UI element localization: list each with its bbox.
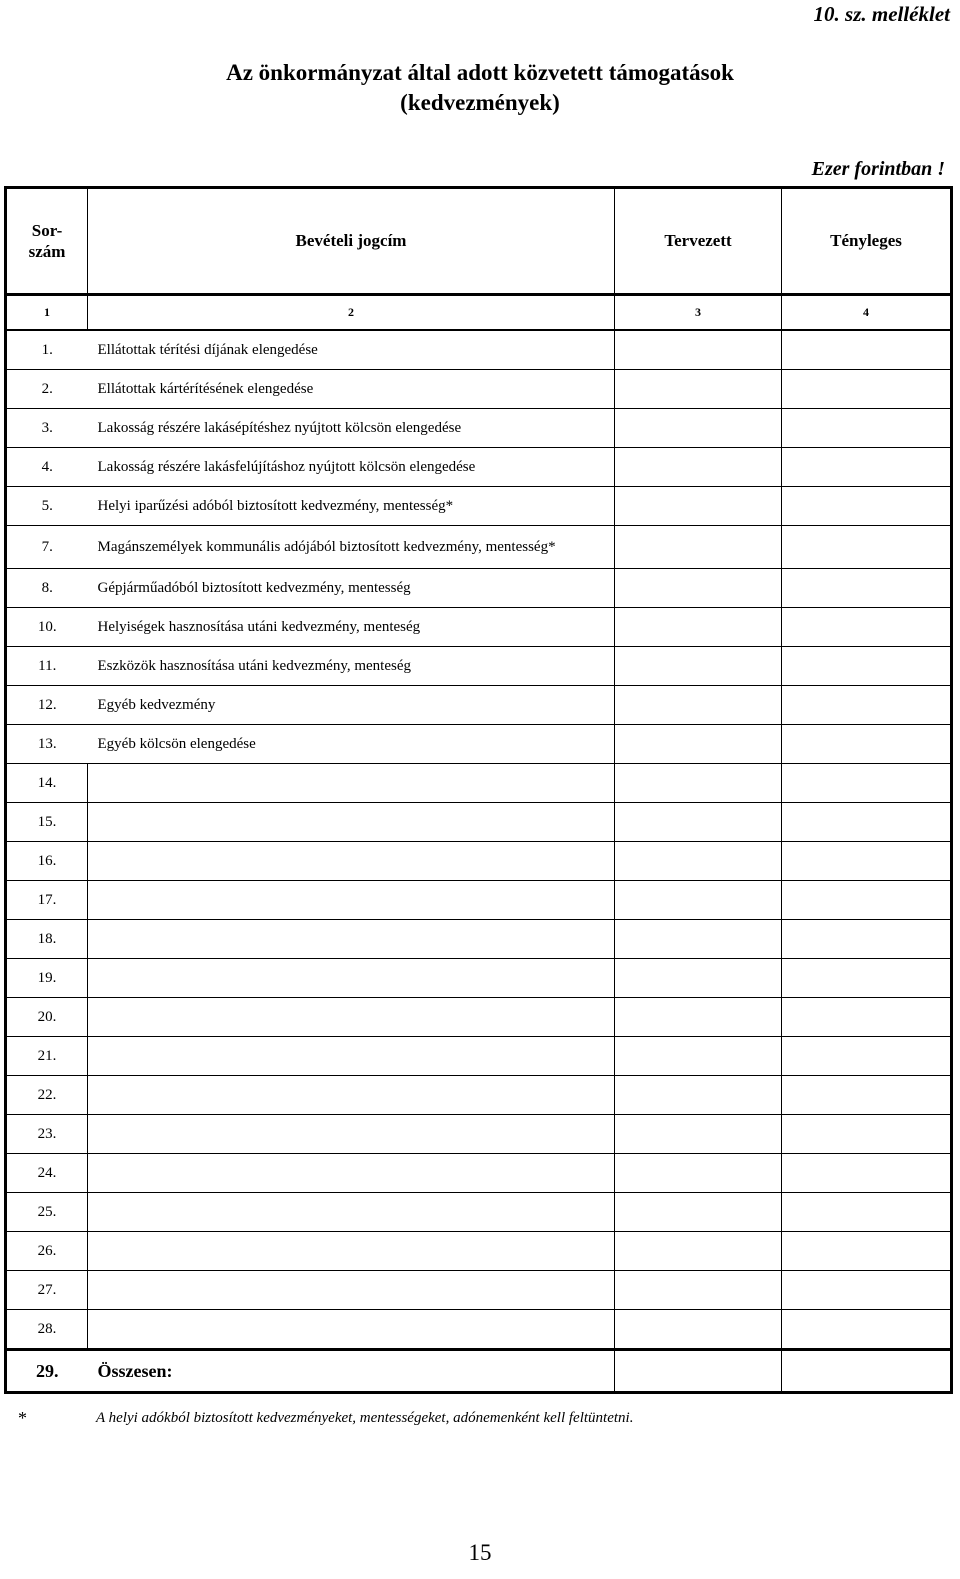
table-row: [6, 1037, 952, 1076]
row-planned-value: [615, 764, 782, 803]
row-revenue-title: Lakosság részére lakásépítéshez nyújtott kölcsön elengedése: [88, 409, 615, 448]
row-actual-value: [782, 959, 952, 998]
row-actual-value: [782, 1154, 952, 1193]
row-planned-value: [615, 1115, 782, 1154]
row-serial-number: 25.: [6, 1193, 88, 1232]
row-revenue-title: [88, 1193, 615, 1232]
column-number: 4: [782, 295, 952, 331]
title-line-2: (kedvezmények): [400, 90, 560, 115]
row-actual-value: [782, 1115, 952, 1154]
total-actual-value: [782, 1350, 952, 1393]
row-serial-number: 15.: [6, 803, 88, 842]
table-row: [6, 526, 952, 569]
table-row: [6, 959, 952, 998]
row-planned-value: [615, 409, 782, 448]
row-serial-number: 3.: [6, 409, 88, 448]
row-planned-value: [615, 725, 782, 764]
row-revenue-title: [88, 1037, 615, 1076]
support-table: [4, 186, 953, 1394]
row-serial-number: 14.: [6, 764, 88, 803]
row-actual-value: [782, 409, 952, 448]
header-serial-number: Sor- szám: [6, 188, 88, 295]
row-revenue-title: [88, 1310, 615, 1350]
row-serial-number: 5.: [6, 487, 88, 526]
row-serial-number: 18.: [6, 920, 88, 959]
row-planned-value: [615, 803, 782, 842]
row-revenue-title: [88, 1076, 615, 1115]
row-planned-value: [615, 448, 782, 487]
table-row: [6, 1271, 952, 1310]
row-planned-value: [615, 330, 782, 370]
row-actual-value: [782, 725, 952, 764]
row-revenue-title: [88, 998, 615, 1037]
row-revenue-title: [88, 881, 615, 920]
title-line-1: Az önkormányzat által adott közvetett támogatások: [226, 60, 734, 85]
row-planned-value: [615, 1310, 782, 1350]
header-planned: Tervezett: [615, 188, 782, 295]
row-serial-number: 23.: [6, 1115, 88, 1154]
row-revenue-title: Lakosság részére lakásfelújításhoz nyújtott kölcsön elengedése: [88, 448, 615, 487]
footnote-star: *: [18, 1408, 27, 1428]
row-actual-value: [782, 998, 952, 1037]
row-serial-number: 8.: [6, 569, 88, 608]
table-row: [6, 1076, 952, 1115]
table-row: [6, 1154, 952, 1193]
table-row: [6, 370, 952, 409]
row-revenue-title: [88, 959, 615, 998]
row-actual-value: [782, 1271, 952, 1310]
table-row: [6, 330, 952, 370]
row-serial-number: 21.: [6, 1037, 88, 1076]
row-revenue-title: Ellátottak térítési díjának elengedése: [88, 330, 615, 370]
row-revenue-title: Ellátottak kártérítésének elengedése: [88, 370, 615, 409]
table-row: [6, 1193, 952, 1232]
row-planned-value: [615, 1154, 782, 1193]
row-planned-value: [615, 1076, 782, 1115]
header-actual: Tényleges: [782, 188, 952, 295]
row-revenue-title: Magánszemélyek kommunális adójából biztosított kedvezmény, mentesség*: [88, 526, 615, 569]
total-serial-number: 29.: [6, 1350, 88, 1393]
row-serial-number: 13.: [6, 725, 88, 764]
row-actual-value: [782, 764, 952, 803]
row-actual-value: [782, 1037, 952, 1076]
table-row: [6, 803, 952, 842]
row-revenue-title: [88, 1154, 615, 1193]
row-revenue-title: Egyéb kedvezmény: [88, 686, 615, 725]
row-serial-number: 17.: [6, 881, 88, 920]
row-planned-value: [615, 608, 782, 647]
table-row: [6, 920, 952, 959]
row-actual-value: [782, 330, 952, 370]
row-serial-number: 28.: [6, 1310, 88, 1350]
table-row: [6, 686, 952, 725]
row-revenue-title: [88, 803, 615, 842]
row-serial-number: 22.: [6, 1076, 88, 1115]
row-planned-value: [615, 647, 782, 686]
row-actual-value: [782, 370, 952, 409]
row-revenue-title: Egyéb kölcsön elengedése: [88, 725, 615, 764]
table-row: [6, 725, 952, 764]
row-serial-number: 2.: [6, 370, 88, 409]
row-actual-value: [782, 920, 952, 959]
row-planned-value: [615, 998, 782, 1037]
row-serial-number: 20.: [6, 998, 88, 1037]
row-serial-number: 7.: [6, 526, 88, 569]
table-row: [6, 1115, 952, 1154]
column-number-row: [6, 295, 952, 331]
total-planned-value: [615, 1350, 782, 1393]
table-row: [6, 608, 952, 647]
row-serial-number: 1.: [6, 330, 88, 370]
row-actual-value: [782, 1310, 952, 1350]
row-planned-value: [615, 959, 782, 998]
row-revenue-title: Helyi iparűzési adóból biztosított kedvezmény, mentesség*: [88, 487, 615, 526]
row-revenue-title: [88, 1271, 615, 1310]
row-serial-number: 16.: [6, 842, 88, 881]
table-row: [6, 487, 952, 526]
row-serial-number: 19.: [6, 959, 88, 998]
row-planned-value: [615, 1037, 782, 1076]
row-planned-value: [615, 370, 782, 409]
table-row: [6, 647, 952, 686]
table-row: [6, 1232, 952, 1271]
row-planned-value: [615, 526, 782, 569]
table-row: [6, 764, 952, 803]
row-actual-value: [782, 526, 952, 569]
header-revenue-title: Bevételi jogcím: [88, 188, 615, 295]
row-revenue-title: [88, 1232, 615, 1271]
row-revenue-title: [88, 764, 615, 803]
table-row: [6, 448, 952, 487]
row-planned-value: [615, 881, 782, 920]
row-serial-number: 27.: [6, 1271, 88, 1310]
total-label: Összesen:: [88, 1350, 615, 1393]
row-planned-value: [615, 842, 782, 881]
row-actual-value: [782, 881, 952, 920]
table-row: [6, 998, 952, 1037]
column-number: 3: [615, 295, 782, 331]
row-actual-value: [782, 1076, 952, 1115]
row-revenue-title: Helyiségek hasznosítása utáni kedvezmény, menteség: [88, 608, 615, 647]
total-row: [6, 1350, 952, 1393]
table-row: [6, 842, 952, 881]
row-serial-number: 11.: [6, 647, 88, 686]
table-row: [6, 1310, 952, 1350]
row-planned-value: [615, 569, 782, 608]
row-serial-number: 26.: [6, 1232, 88, 1271]
row-planned-value: [615, 920, 782, 959]
row-actual-value: [782, 842, 952, 881]
unit-note: Ezer forintban !: [811, 158, 945, 180]
footnote-text: A helyi adókból biztosított kedvezményeket, mentességeket, adónemenként kell feltüntetni.: [96, 1410, 634, 1426]
table-row: [6, 569, 952, 608]
row-planned-value: [615, 686, 782, 725]
row-actual-value: [782, 686, 952, 725]
row-actual-value: [782, 647, 952, 686]
row-planned-value: [615, 1232, 782, 1271]
row-actual-value: [782, 1193, 952, 1232]
header-row: [6, 188, 952, 295]
row-actual-value: [782, 487, 952, 526]
row-revenue-title: [88, 842, 615, 881]
row-actual-value: [782, 803, 952, 842]
row-actual-value: [782, 569, 952, 608]
column-number: 1: [6, 295, 88, 331]
table-row: [6, 409, 952, 448]
table-row: [6, 881, 952, 920]
row-revenue-title: Gépjárműadóból biztosított kedvezmény, mentesség: [88, 569, 615, 608]
row-serial-number: 4.: [6, 448, 88, 487]
annex-label: 10. sz. melléklet: [813, 2, 950, 26]
row-planned-value: [615, 1271, 782, 1310]
row-planned-value: [615, 487, 782, 526]
page-number: 15: [468, 1540, 492, 1565]
page-title: [0, 58, 960, 118]
row-actual-value: [782, 448, 952, 487]
row-serial-number: 12.: [6, 686, 88, 725]
row-revenue-title: [88, 1115, 615, 1154]
row-serial-number: 10.: [6, 608, 88, 647]
row-serial-number: 24.: [6, 1154, 88, 1193]
row-actual-value: [782, 608, 952, 647]
row-actual-value: [782, 1232, 952, 1271]
column-number: 2: [88, 295, 615, 331]
row-planned-value: [615, 1193, 782, 1232]
row-revenue-title: Eszközök hasznosítása utáni kedvezmény, menteség: [88, 647, 615, 686]
row-revenue-title: [88, 920, 615, 959]
